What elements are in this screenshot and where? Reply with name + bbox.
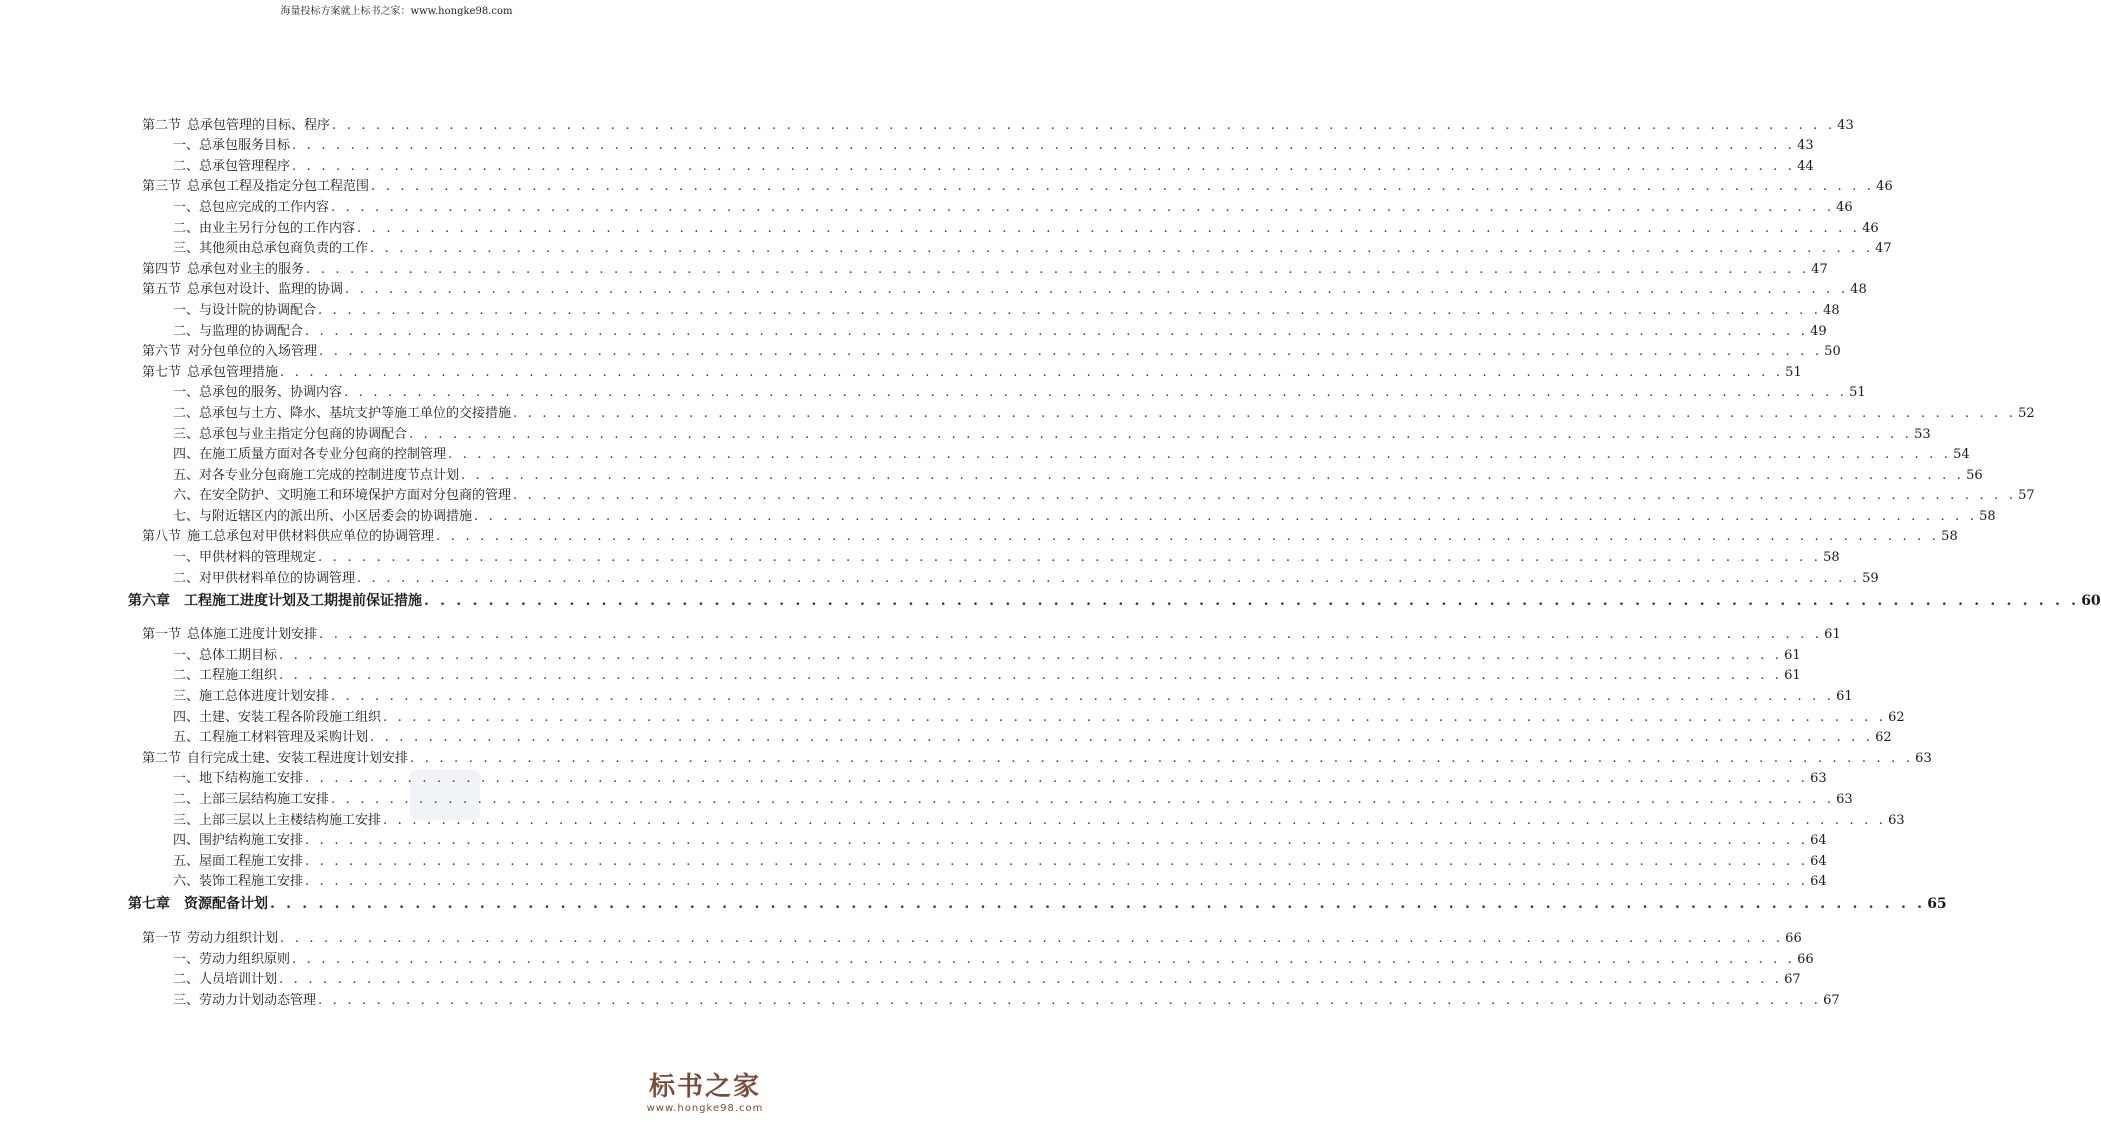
toc-page-number: 59 [1862, 570, 1879, 586]
toc-leader-dots: . . . . . . . . . . . . . . . . . . . . . . . . . . . . . . . . . . . . . . . . . . . . . . . . . . . . . . . . . . . . . . . . . . . . . . . . . . . . . . . . . . . . . . . . . . . . . . . . . . . . . . . [371, 179, 1875, 195]
toc-item-title: 一、与设计院的协调配合 [173, 302, 317, 318]
toc-leader-dots: . . . . . . . . . . . . . . . . . . . . . . . . . . . . . . . . . . . . . . . . . . . . . . . . . . . . . . . . . . . . . . . . . . . . . . . . . . . . . . . . . . . . . . . . . . . . . . . . . . . . . . . [319, 344, 1823, 360]
toc-item-title: 二、总承包管理程序 [173, 158, 291, 174]
toc-section-title: 总承包工程及指定分包工程范围 [187, 179, 370, 195]
toc-section-title: 劳动力组织计划 [187, 930, 279, 946]
toc-page-number: 62 [1875, 730, 1892, 746]
toc-page-number: 64 [1810, 853, 1827, 869]
toc-item-row[interactable] [0, 319, 1827, 340]
toc-item-title: 四、围护结构施工安排 [173, 833, 304, 849]
toc-page-number: 50 [1824, 344, 1841, 360]
toc-page-number: 46 [1876, 179, 1893, 195]
toc-item-row[interactable] [0, 195, 1853, 216]
toc-section-title: 对分包单位的入场管理 [187, 344, 318, 360]
toc-section-row[interactable] [0, 278, 1867, 299]
footer-url: www.hongke98.com [646, 1103, 764, 1114]
toc-item-title: 一、地下结构施工安排 [173, 771, 304, 787]
toc-leader-dots: . . . . . . . . . . . . . . . . . . . . . . . . . . . . . . . . . . . . . . . . . . . . . . . . . . . . . . . . . . . . . . . . . . . . . . . . . . . . . . . . . . . . . . . . . . . . . . . . . . . . . . . [279, 972, 1783, 988]
toc-item-row[interactable] [0, 504, 1996, 525]
toc-item-row[interactable] [0, 381, 1866, 402]
toc-section-row[interactable] [0, 623, 1841, 644]
toc-leader-dots: . . . . . . . . . . . . . . . . . . . . . . . . . . . . . . . . . . . . . . . . . . . . . . . . . . . . . . . . . . . . . . . . . . . . . . . . . . . . . . . . . . . . . . . . . . . . . . . . . . . . . . . [357, 570, 1861, 586]
toc-page-number: 64 [1810, 833, 1827, 849]
toc-item-row[interactable] [0, 870, 1827, 891]
toc-chapter-title: 工程施工进度计划及工期提前保证措施 [184, 592, 422, 609]
toc-item-title: 四、土建、安装工程各阶段施工组织 [173, 709, 382, 725]
toc-chapter-number: 第七章 [128, 896, 170, 913]
toc-item-title: 一、总承包服务目标 [173, 138, 291, 154]
toc-item-title: 一、总体工期目标 [173, 647, 278, 663]
toc-item-row[interactable] [0, 566, 1879, 587]
toc-item-row[interactable] [0, 422, 1931, 443]
toc-page-number: 46 [1862, 220, 1879, 236]
table-of-contents [0, 113, 2101, 1009]
toc-leader-dots: . . . . . . . . . . . . . . . . . . . . . . . . . . . . . . . . . . . . . . . . . . . . . . . . . . . . . . . . . . . . . . . . . . . . . . . . . . . . . . . . . . . . . . . . . . . . . . . . . . . . . . . [305, 833, 1809, 849]
toc-leader-dots: . . . . . . . . . . . . . . . . . . . . . . . . . . . . . . . . . . . . . . . . . . . . . . . . . . . . . . . . . . . . . . . . . . . . . . . . . . . . . . . . . . . . . . . . . . . . . . . . . . . . . . . [474, 508, 1978, 524]
toc-item-row[interactable] [0, 705, 1905, 726]
toc-item-title: 五、对各专业分包商施工完成的控制进度节点计划 [173, 467, 460, 483]
toc-section-row[interactable] [0, 525, 1958, 546]
toc-section-title: 总承包管理的目标、程序 [187, 117, 331, 133]
toc-chapter-row[interactable] [0, 890, 1947, 913]
watermark-logo [405, 765, 485, 825]
toc-item-title: 一、劳动力组织原则 [173, 951, 291, 967]
toc-item-title: 三、总承包与业主指定分包商的协调配合 [173, 426, 408, 442]
toc-section-number: 第五节 [142, 282, 182, 298]
header-banner: 海量投标方案就上标书之家：www.hongke98.com [280, 6, 513, 17]
toc-item-title: 二、总承包与土方、降水、基坑支护等施工单位的交接措施 [173, 405, 512, 421]
toc-leader-dots: . . . . . . . . . . . . . . . . . . . . . . . . . . . . . . . . . . . . . . . . . . . . . . . . . . . . . . . . . . . . . . . . . . . . . . . . . . . . . . . . . . . . . . . . . . . . . . . . . . . . . . . [345, 282, 1849, 298]
toc-page-number: 47 [1811, 261, 1828, 277]
toc-item-title: 三、其他须由总承包商负责的工作 [173, 241, 369, 257]
toc-chapter-row[interactable] [0, 587, 2101, 609]
toc-leader-dots: . . . . . . . . . . . . . . . . . . . . . . . . . . . . . . . . . . . . . . . . . . . . . . . . . . . . . . . . . . . . . . . . . . . . . . . . . . . . . . . . . . . . . . . . . . . . . . . . . . . . . . . [318, 550, 1822, 566]
toc-page-number: 60 [2081, 592, 2101, 609]
toc-section-row[interactable] [0, 257, 1828, 278]
toc-item-row[interactable] [0, 643, 1801, 664]
toc-page-number: 57 [2018, 488, 2035, 504]
toc-section-title: 总承包对业主的服务 [187, 261, 305, 277]
toc-section-title: 总承包管理措施 [187, 364, 279, 380]
toc-page-number: 63 [1888, 812, 1905, 828]
toc-leader-dots: . . . . . . . . . . . . . . . . . . . . . . . . . . . . . . . . . . . . . . . . . . . . . . . . . . . . . . . . . . . . . . . . . . . . . . . . . . . . . . . . . . . . . . . . . . . . . . . . . . . . . . . [332, 117, 1836, 133]
toc-page-number: 43 [1797, 138, 1814, 154]
toc-page-number: 61 [1836, 689, 1853, 705]
toc-section-number: 第二节 [142, 750, 182, 766]
toc-leader-dots: . . . . . . . . . . . . . . . . . . . . . . . . . . . . . . . . . . . . . . . . . . . . . . . . . . . . . . . . . . . . . . . . . . . . . . . . . . . . . . . . . . . . . . . . . . . . . . . . . . . . . . . [357, 220, 1861, 236]
toc-item-row[interactable] [0, 947, 1814, 968]
toc-item-title: 七、与附近辖区内的派出所、小区居委会的协调措施 [173, 508, 473, 524]
toc-item-title: 一、总包应完成的工作内容 [173, 199, 330, 215]
toc-item-row[interactable] [0, 787, 1853, 808]
toc-item-row[interactable] [0, 443, 1970, 464]
toc-section-row[interactable] [0, 340, 1841, 361]
toc-item-row[interactable] [0, 134, 1814, 155]
toc-section-row[interactable] [0, 926, 1802, 947]
toc-section-number: 第七节 [142, 364, 182, 380]
toc-item-row[interactable] [0, 545, 1840, 566]
toc-leader-dots: . . . . . . . . . . . . . . . . . . . . . . . . . . . . . . . . . . . . . . . . . . . . . . . . . . . . . . . . . . . . . . . . . . . . . . . . . . . . . . . . . . . . . . . . . . . . . . . . . . . . . . . [292, 951, 1796, 967]
toc-section-row[interactable] [0, 175, 1893, 196]
footer-logo [635, 1066, 775, 1114]
toc-page-number: 58 [1979, 508, 1996, 524]
toc-leader-dots: . . . . . . . . . . . . . . . . . . . . . . . . . . . . . . . . . . . . . . . . . . . . . . . . . . . . . . . . . . . . . . . . . . . . . . . . . . . . . . . . . . . . . . . . . . . . . . . . . . . . . . . [305, 874, 1809, 890]
toc-section-title: 总承包对设计、监理的协调 [187, 282, 344, 298]
toc-leader-dots: . . . . . . . . . . . . . . . . . . . . . . . . . . . . . . . . . . . . . . . . . . . . . . . . . . . . . . . . . . . . . . . . . . . . . . . . . . . . . . . . . . . . . . . . . . . . . . . . . . . . . . . [409, 426, 1913, 442]
toc-leader-dots: . . . . . . . . . . . . . . . . . . . . . . . . . . . . . . . . . . . . . . . . . . . . . . . . . . . . . . . . . . . . . . . . . . . . . . . . . . . . . . . . . . . . . . . . . . . . . . . . . . . . . . . [280, 930, 1784, 946]
toc-page-number: 48 [1823, 302, 1840, 318]
toc-item-title: 二、对甲供材料单位的协调管理 [173, 570, 356, 586]
toc-leader-dots: . . . . . . . . . . . . . . . . . . . . . . . . . . . . . . . . . . . . . . . . . . . . . . . . . . . . . . . . . . . . . . . . . . . . . . . . . . . . . . . . . . . . . . . . . . . . . . . . . . . . . . . [270, 896, 1926, 913]
toc-item-row[interactable] [0, 808, 1905, 829]
toc-page-number: 51 [1849, 385, 1866, 401]
toc-page-number: 56 [1966, 467, 1983, 483]
toc-leader-dots: . . . . . . . . . . . . . . . . . . . . . . . . . . . . . . . . . . . . . . . . . . . . . . . . . . . . . . . . . . . . . . . . . . . . . . . . . . . . . . . . . . . . . . . . . . . . . . . . . . . . . . . [370, 730, 1874, 746]
toc-page-number: 48 [1850, 282, 1867, 298]
toc-page-number: 67 [1823, 992, 1840, 1008]
toc-item-title: 二、与监理的协调配合 [173, 323, 304, 339]
toc-leader-dots: . . . . . . . . . . . . . . . . . . . . . . . . . . . . . . . . . . . . . . . . . . . . . . . . . . . . . . . . . . . . . . . . . . . . . . . . . . . . . . . . . . . . . . . . . . . . . . . . . . . . . . . [305, 853, 1809, 869]
toc-section-number: 第三节 [142, 179, 182, 195]
toc-section-number: 第八节 [142, 529, 182, 545]
toc-item-title: 三、劳动力计划动态管理 [173, 992, 317, 1008]
toc-item-row[interactable] [0, 463, 1983, 484]
toc-section-title: 总体施工进度计划安排 [187, 627, 318, 643]
toc-item-row[interactable] [0, 154, 1814, 175]
toc-leader-dots: . . . . . . . . . . . . . . . . . . . . . . . . . . . . . . . . . . . . . . . . . . . . . . . . . . . . . . . . . . . . . . . . . . . . . . . . . . . . . . . . . . . . . . . . . . . . . . . . . . . . . . . [331, 689, 1835, 705]
toc-page-number: 58 [1941, 529, 1958, 545]
toc-item-row[interactable] [0, 298, 1840, 319]
toc-leader-dots: . . . . . . . . . . . . . . . . . . . . . . . . . . . . . . . . . . . . . . . . . . . . . . . . . . . . . . . . . . . . . . . . . . . . . . . . . . . . . . . . . . . . . . . . . . . . . . . . . . . . . . . [513, 405, 2017, 421]
toc-leader-dots: . . . . . . . . . . . . . . . . . . . . . . . . . . . . . . . . . . . . . . . . . . . . . . . . . . . . . . . . . . . . . . . . . . . . . . . . . . . . . . . . . . . . . . . . . . . . . . . . . . . . . . . [448, 447, 1952, 463]
toc-page-number: 49 [1810, 323, 1827, 339]
toc-item-row[interactable] [0, 401, 2035, 422]
toc-item-title: 六、装饰工程施工安排 [173, 874, 304, 890]
toc-page-number: 58 [1823, 550, 1840, 566]
toc-leader-dots: . . . . . . . . . . . . . . . . . . . . . . . . . . . . . . . . . . . . . . . . . . . . . . . . . . . . . . . . . . . . . . . . . . . . . . . . . . . . . . . . . . . . . . . . . . . . . . . . . . . . . . . [292, 158, 1796, 174]
toc-item-title: 一、甲供材料的管理规定 [173, 550, 317, 566]
toc-item-row[interactable] [0, 237, 1892, 258]
toc-gap [0, 609, 793, 623]
toc-item-row[interactable] [0, 726, 1892, 747]
toc-leader-dots: . . . . . . . . . . . . . . . . . . . . . . . . . . . . . . . . . . . . . . . . . . . . . . . . . . . . . . . . . . . . . . . . . . . . . . . . . . . . . . . . . . . . . . . . . . . . . . . . . . . . . . . [370, 241, 1874, 257]
toc-item-row[interactable] [0, 767, 1827, 788]
toc-page-number: 63 [1836, 792, 1853, 807]
toc-leader-dots: . . . . . . . . . . . . . . . . . . . . . . . . . . . . . . . . . . . . . . . . . . . . . . . . . . . . . . . . . . . . . . . . . . . . . . . . . . . . . . . . . . . . . . . . . . . . . . . . . . . . . . . [513, 488, 2017, 504]
toc-item-row[interactable] [0, 484, 2035, 505]
toc-item-title: 六、在安全防护、文明施工和环境保护方面对分包商的管理 [173, 488, 512, 504]
toc-page-number: 52 [2018, 405, 2035, 421]
toc-item-title: 三、上部三层以上主楼结构施工安排 [173, 812, 382, 828]
toc-item-title: 五、工程施工材料管理及采购计划 [173, 730, 369, 746]
toc-section-number: 第一节 [142, 930, 182, 946]
toc-item-row[interactable] [0, 216, 1879, 237]
toc-page-number: 63 [1915, 750, 1932, 766]
toc-leader-dots: . . . . . . . . . . . . . . . . . . . . . . . . . . . . . . . . . . . . . . . . . . . . . . . . . . . . . . . . . . . . . . . . . . . . . . . . . . . . . . . . . . . . . . . . . . . . . . . . . . . . . . . [279, 668, 1783, 684]
toc-leader-dots: . . . . . . . . . . . . . . . . . . . . . . . . . . . . . . . . . . . . . . . . . . . . . . . . . . . . . . . . . . . . . . . . . . . . . . . . . . . . . . . . . . . . . . . . . . . . . . . . . . . . . . . [319, 627, 1823, 643]
toc-item-row[interactable] [0, 664, 1801, 685]
toc-leader-dots: . . . . . . . . . . . . . . . . . . . . . . . . . . . . . . . . . . . . . . . . . . . . . . . . . . . . . . . . . . . . . . . . . . . . . . . . . . . . . . . . . . . . . . . . . . . . . . . . . . . . . . . [383, 812, 1887, 828]
toc-section-title: 施工总承包对甲供材料供应单位的协调管理 [187, 529, 435, 545]
toc-chapter-title: 资源配备计划 [184, 896, 268, 913]
toc-section-title: 自行完成土建、安装工程进度计划安排 [187, 750, 409, 766]
toc-page-number: 46 [1836, 199, 1853, 215]
toc-page-number: 54 [1953, 447, 1970, 463]
toc-section-row[interactable] [0, 113, 1854, 134]
toc-section-row[interactable] [0, 360, 1802, 381]
toc-item-title: 二、由业主另行分包的工作内容 [173, 220, 356, 236]
toc-gap [0, 912, 793, 926]
toc-section-number: 第一节 [142, 627, 182, 643]
toc-leader-dots: . . . . . . . . . . . . . . . . . . . . . . . . . . . . . . . . . . . . . . . . . . . . . . . . . . . . . . . . . . . . . . . . . . . . . . . . . . . . . . . . . . . . . . . . . . . . . . . . . . . . . . . [305, 323, 1809, 339]
toc-leader-dots: . . . . . . . . . . . . . . . . . . . . . . . . . . . . . . . . . . . . . . . . . . . . . . . . . . . . . . . . . . . . . . . . . . . . . . . . . . . . . . . . . . . . . . . . . . . . . . . . . . . . . . . [424, 592, 2080, 609]
toc-item-title: 二、人员培训计划 [173, 972, 278, 988]
toc-item-title: 一、总承包的服务、协调内容 [173, 385, 343, 401]
toc-item-title: 二、上部三层结构施工安排 [173, 792, 330, 807]
toc-item-title: 五、屋面工程施工安排 [173, 853, 304, 869]
toc-leader-dots: . . . . . . . . . . . . . . . . . . . . . . . . . . . . . . . . . . . . . . . . . . . . . . . . . . . . . . . . . . . . . . . . . . . . . . . . . . . . . . . . . . . . . . . . . . . . . . . . . . . . . . . [383, 709, 1887, 725]
toc-leader-dots: . . . . . . . . . . . . . . . . . . . . . . . . . . . . . . . . . . . . . . . . . . . . . . . . . . . . . . . . . . . . . . . . . . . . . . . . . . . . . . . . . . . . . . . . . . . . . . . . . . . . . . . [318, 992, 1822, 1008]
toc-page-number: 43 [1837, 117, 1854, 133]
toc-page-number: 51 [1785, 364, 1802, 380]
toc-item-row[interactable] [0, 849, 1827, 870]
toc-page-number: 65 [1927, 896, 1947, 913]
toc-page-number: 66 [1797, 951, 1814, 967]
toc-item-title: 二、工程施工组织 [173, 668, 278, 684]
toc-leader-dots: . . . . . . . . . . . . . . . . . . . . . . . . . . . . . . . . . . . . . . . . . . . . . . . . . . . . . . . . . . . . . . . . . . . . . . . . . . . . . . . . . . . . . . . . . . . . . . . . . . . . . . . [279, 647, 1783, 663]
toc-item-row[interactable] [0, 829, 1827, 850]
toc-leader-dots: . . . . . . . . . . . . . . . . . . . . . . . . . . . . . . . . . . . . . . . . . . . . . . . . . . . . . . . . . . . . . . . . . . . . . . . . . . . . . . . . . . . . . . . . . . . . . . . . . . . . . . . [305, 771, 1809, 787]
toc-leader-dots: . . . . . . . . . . . . . . . . . . . . . . . . . . . . . . . . . . . . . . . . . . . . . . . . . . . . . . . . . . . . . . . . . . . . . . . . . . . . . . . . . . . . . . . . . . . . . . . . . . . . . . . [344, 385, 1848, 401]
toc-page-number: 61 [1824, 627, 1841, 643]
toc-section-row[interactable] [0, 746, 1932, 767]
footer-brand: 标书之家 [648, 1072, 761, 1102]
toc-item-row[interactable] [0, 684, 1853, 705]
toc-page-number: 64 [1810, 874, 1827, 890]
toc-page-number: 47 [1875, 241, 1892, 257]
toc-leader-dots: . . . . . . . . . . . . . . . . . . . . . . . . . . . . . . . . . . . . . . . . . . . . . . . . . . . . . . . . . . . . . . . . . . . . . . . . . . . . . . . . . . . . . . . . . . . . . . . . . . . . . . . [331, 199, 1835, 215]
toc-item-row[interactable] [0, 968, 1801, 989]
toc-page-number: 66 [1785, 930, 1802, 946]
toc-item-title: 三、施工总体进度计划安排 [173, 689, 330, 705]
toc-page-number: 63 [1810, 771, 1827, 787]
toc-chapter-number: 第六章 [128, 592, 170, 609]
toc-leader-dots: . . . . . . . . . . . . . . . . . . . . . . . . . . . . . . . . . . . . . . . . . . . . . . . . . . . . . . . . . . . . . . . . . . . . . . . . . . . . . . . . . . . . . . . . . . . . . . . . . . . . . . . [292, 138, 1796, 154]
toc-page-number: 44 [1797, 158, 1814, 174]
toc-section-number: 第六节 [142, 344, 182, 360]
toc-item-row[interactable] [0, 988, 1840, 1009]
toc-page-number: 53 [1914, 426, 1931, 442]
toc-page-number: 61 [1784, 647, 1801, 663]
toc-leader-dots: . . . . . . . . . . . . . . . . . . . . . . . . . . . . . . . . . . . . . . . . . . . . . . . . . . . . . . . . . . . . . . . . . . . . . . . . . . . . . . . . . . . . . . . . . . . . . . . . . . . . . . . [410, 750, 1914, 766]
toc-section-number: 第二节 [142, 117, 182, 133]
toc-section-number: 第四节 [142, 261, 182, 277]
toc-item-title: 四、在施工质量方面对各专业分包商的控制管理 [173, 447, 447, 463]
toc-leader-dots: . . . . . . . . . . . . . . . . . . . . . . . . . . . . . . . . . . . . . . . . . . . . . . . . . . . . . . . . . . . . . . . . . . . . . . . . . . . . . . . . . . . . . . . . . . . . . . . . . . . . . . . [436, 529, 1940, 545]
toc-leader-dots: . . . . . . . . . . . . . . . . . . . . . . . . . . . . . . . . . . . . . . . . . . . . . . . . . . . . . . . . . . . . . . . . . . . . . . . . . . . . . . . . . . . . . . . . . . . . . . . . . . . . . . . [461, 467, 1965, 483]
toc-page-number: 62 [1888, 709, 1905, 725]
toc-leader-dots: . . . . . . . . . . . . . . . . . . . . . . . . . . . . . . . . . . . . . . . . . . . . . . . . . . . . . . . . . . . . . . . . . . . . . . . . . . . . . . . . . . . . . . . . . . . . . . . . . . . . . . . [306, 261, 1810, 277]
toc-page-number: 61 [1784, 668, 1801, 684]
toc-leader-dots: . . . . . . . . . . . . . . . . . . . . . . . . . . . . . . . . . . . . . . . . . . . . . . . . . . . . . . . . . . . . . . . . . . . . . . . . . . . . . . . . . . . . . . . . . . . . . . . . . . . . . . . [280, 364, 1784, 380]
toc-leader-dots: . . . . . . . . . . . . . . . . . . . . . . . . . . . . . . . . . . . . . . . . . . . . . . . . . . . . . . . . . . . . . . . . . . . . . . . . . . . . . . . . . . . . . . . . . . . . . . . . . . . . . . . [318, 302, 1822, 318]
toc-page-number: 67 [1784, 972, 1801, 988]
toc-leader-dots: . . . . . . . . . . . . . . . . . . . . . . . . . . . . . . . . . . . . . . . . . . . . . . . . . . . . . . . . . . . . . . . . . . . . . . . . . . . . . . . . . . . . . . . . . . . . . . . . . . . . . . . [331, 792, 1835, 807]
